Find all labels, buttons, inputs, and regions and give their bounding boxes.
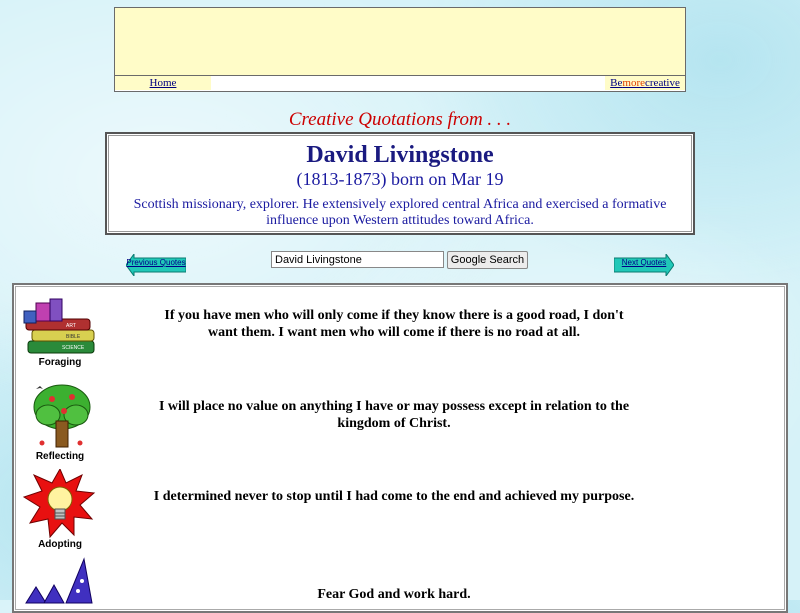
previous-quotes-label: Previous Quotes [126, 258, 186, 267]
home-link-cell [115, 76, 211, 90]
creative-quotations-heading: Creative Quotations from . . . [288, 109, 512, 130]
svg-text:SCIENCE: SCIENCE [62, 345, 85, 351]
google-search-button[interactable]: Google Search [447, 251, 528, 269]
quote-3: I determined never to stop until I had come to the end and achieved my purpose. [153, 489, 635, 504]
quote-1: If you have men who will only come if they know there is a good road, I don't want them. I want men who will come if there is no road at all. [164, 308, 624, 340]
svg-text:ART: ART [66, 323, 76, 329]
next-quotes-button[interactable] [614, 254, 674, 276]
author-description: Scottish missionary, explorer. He extensively explored central Africa and exercised a formative influence upon Western attitudes toward Africa. [133, 197, 667, 228]
quote-2: I will place no value on anything I have or may possess except in relation to the kingdom of Christ. [158, 399, 630, 431]
svg-text:BIBLE: BIBLE [66, 334, 81, 340]
sidebar-item-reflecting[interactable] [22, 381, 98, 462]
be-more-creative-suffix: creative [645, 77, 680, 89]
sidebar-item-foraging[interactable] [22, 297, 98, 368]
sidebar-item-adopting[interactable] [22, 469, 98, 550]
be-more-creative-prefix: Be [610, 77, 623, 89]
top-banner [114, 7, 686, 92]
lightbulb-icon [22, 469, 98, 539]
home-link[interactable]: Home [149, 77, 177, 89]
banner-link-bar [115, 75, 685, 91]
previous-quotes-button[interactable] [126, 254, 186, 276]
sidebar-label-reflecting: Reflecting [35, 451, 85, 462]
banner-ad-area [115, 8, 685, 78]
search-input[interactable] [271, 251, 444, 268]
quote-4: Fear God and work hard. [317, 587, 471, 602]
tree-icon [22, 381, 98, 451]
be-more-creative-link[interactable] [610, 77, 680, 89]
sidebar-label-adopting: Adopting [38, 539, 82, 550]
next-quotes-label: Next Quotes [621, 258, 667, 267]
sidebar-label-foraging: Foraging [38, 357, 82, 368]
books-icon [22, 297, 98, 357]
author-name: David Livingstone [306, 142, 494, 168]
author-info-box [105, 132, 695, 235]
be-more-creative-mid: more [622, 77, 646, 89]
quotes-panel [12, 283, 788, 613]
author-dates: (1813-1873) born on Mar 19 [296, 169, 504, 189]
be-more-creative-cell [605, 76, 685, 90]
